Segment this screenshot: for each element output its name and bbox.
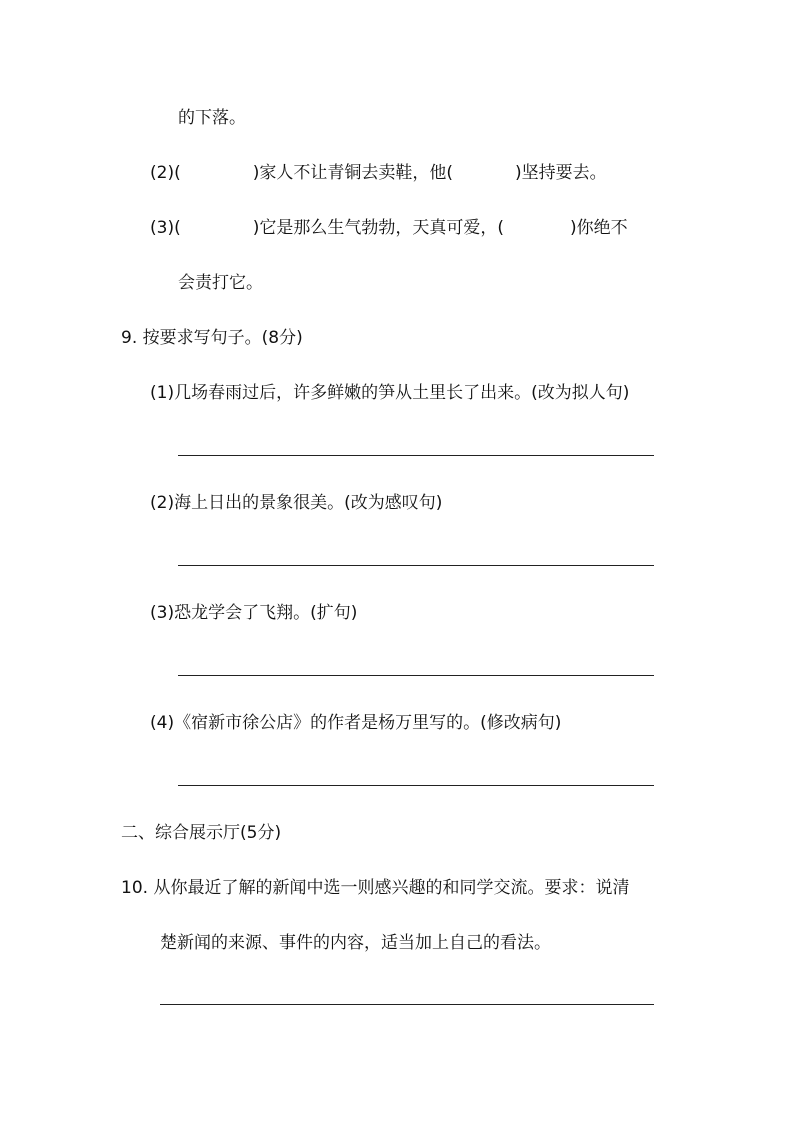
- q9-item-1: (1)几场春雨过后，许多鲜嫩的笋从土里长了出来。(改为拟人句): [150, 383, 630, 403]
- answer-line[interactable]: [178, 675, 654, 676]
- q8-item-3-end: )你绝不: [569, 218, 628, 238]
- q8-item-2-mid: )家人不让青铜去卖鞋，他(: [252, 163, 453, 183]
- q8-item-2-start: (2)(: [150, 163, 181, 183]
- answer-line[interactable]: [178, 565, 654, 566]
- q9-item-3: (3)恐龙学会了飞翔。(扩句): [150, 603, 358, 623]
- q8-item-3-start: (3)(: [150, 218, 181, 238]
- q8-item-3-mid: )它是那么生气勃勃，天真可爱，(: [252, 218, 504, 238]
- question-10-line-2: 楚新闻的来源、事件的内容，适当加上自己的看法。: [160, 933, 551, 953]
- answer-line[interactable]: [178, 455, 654, 456]
- answer-line[interactable]: [178, 785, 654, 786]
- question-9-title: 9. 按要求写句子。(8分): [121, 328, 303, 348]
- q8-item-2-end: )坚持要去。: [514, 163, 607, 183]
- answer-line[interactable]: [160, 1004, 654, 1005]
- q9-item-2: (2)海上日出的景象很美。(改为感叹句): [150, 493, 443, 513]
- section-2-title: 二、综合展示厅(5分): [121, 823, 282, 843]
- question-10-line-1: 10. 从你最近了解的新闻中选一则感兴趣的和同学交流。要求：说清: [121, 878, 630, 898]
- q8-item-3: [150, 216, 628, 240]
- q9-item-4: (4)《宿新市徐公店》的作者是杨万里写的。(修改病句): [150, 713, 562, 733]
- continued-text: 会责打它。: [178, 273, 263, 293]
- continued-text: 的下落。: [178, 108, 246, 128]
- q8-item-2: [150, 161, 607, 185]
